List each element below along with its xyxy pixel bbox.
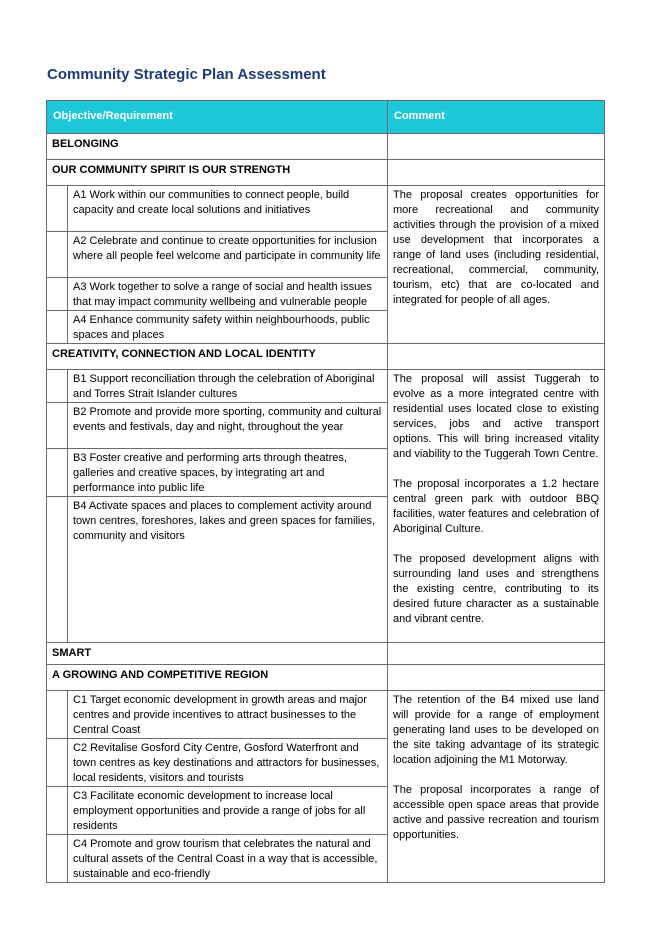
requirement-b1: B1 Support reconciliation through the celebration of Aboriginal and Torres Strait Islander cultures xyxy=(68,370,388,403)
empty-cell xyxy=(388,344,605,370)
theme-row xyxy=(47,134,605,160)
theme-heading: BELONGING xyxy=(47,134,388,160)
table-row xyxy=(47,186,605,232)
assessment-table xyxy=(46,100,605,883)
requirement-c2: C2 Revitalise Gosford City Centre, Gosford Waterfront and town centres as key destinations and attractors for businesses, local residents, visitors and tourists xyxy=(68,739,388,787)
requirement-a1: A1 Work within our communities to connect people, build capacity and create local solutions and initiatives xyxy=(68,186,388,232)
theme-row xyxy=(47,643,605,665)
objective-heading: OUR COMMUNITY SPIRIT IS OUR STRENGTH xyxy=(47,160,388,186)
requirement-c4: C4 Promote and grow tourism that celebrates the natural and cultural assets of the Central Coast in a way that is accessible, sustainable and eco-friendly xyxy=(68,835,388,883)
table-row xyxy=(47,691,605,739)
indent-cell xyxy=(47,497,68,643)
comment-cell xyxy=(388,370,605,643)
indent-cell xyxy=(47,311,68,344)
indent-cell xyxy=(47,787,68,835)
indent-cell xyxy=(47,232,68,278)
table-row xyxy=(47,370,605,403)
comment-paragraph: The proposal incorporates a 1.2 hectare central green park with outdoor BBQ facilities, water features and celebration of Aboriginal Culture. xyxy=(393,478,600,535)
objective-heading: CREATIVITY, CONNECTION AND LOCAL IDENTITY xyxy=(47,344,388,370)
requirement-b3: B3 Foster creative and performing arts through theatres, galleries and creative spaces, by integrating art and performance into public life xyxy=(68,449,388,497)
indent-cell xyxy=(47,739,68,787)
indent-cell xyxy=(47,278,68,311)
indent-cell xyxy=(47,370,68,403)
indent-cell xyxy=(47,691,68,739)
objective-row xyxy=(47,344,605,370)
requirement-a4: A4 Enhance community safety within neighbourhoods, public spaces and places xyxy=(68,311,388,344)
comment-paragraph: The proposal creates opportunities for more recreational and community activities through the provision of a mixed use development that incorporates a range of land uses (including residential, recreational, commercial, community, tourism, etc) that are co-located and integrated for people of all ages. xyxy=(393,189,600,306)
comment-cell xyxy=(388,186,605,344)
table-header-row xyxy=(47,101,605,134)
requirement-b2: B2 Promote and provide more sporting, community and cultural events and festivals, day and night, throughout the year xyxy=(68,403,388,449)
objective-heading: A GROWING AND COMPETITIVE REGION xyxy=(47,665,388,691)
empty-cell xyxy=(388,134,605,160)
objective-row xyxy=(47,160,605,186)
comment-cell xyxy=(388,691,605,883)
comment-paragraph: The proposal incorporates a range of accessible open space areas that provide active and passive recreation and tourism opportunities. xyxy=(393,784,600,841)
indent-cell xyxy=(47,449,68,497)
empty-cell xyxy=(388,643,605,665)
page-title: Community Strategic Plan Assessment xyxy=(47,66,326,83)
empty-cell xyxy=(388,665,605,691)
indent-cell xyxy=(47,186,68,232)
comment-paragraph: The retention of the B4 mixed use land will provide for a range of employment generating land uses to be developed on the site taking advantage of its strategic location adjoining the M1 Motorway. xyxy=(393,694,600,766)
column-header-objective: Objective/Requirement xyxy=(47,101,388,134)
indent-cell xyxy=(47,835,68,883)
requirement-c3: C3 Facilitate economic development to increase local employment opportunities and provide a range of jobs for all residents xyxy=(68,787,388,835)
column-header-comment: Comment xyxy=(388,101,605,134)
requirement-b4: B4 Activate spaces and places to complement activity around town centres, foreshores, lakes and green spaces for families, community and visitors xyxy=(68,497,388,643)
objective-row xyxy=(47,665,605,691)
requirement-a3: A3 Work together to solve a range of social and health issues that may impact community wellbeing and vulnerable people xyxy=(68,278,388,311)
requirement-c1: C1 Target economic development in growth areas and major centres and provide incentives to attract businesses to the Central Coast xyxy=(68,691,388,739)
indent-cell xyxy=(47,403,68,449)
theme-heading: SMART xyxy=(47,643,388,665)
empty-cell xyxy=(388,160,605,186)
comment-paragraph: The proposal will assist Tuggerah to evolve as a more integrated centre with residential uses located close to existing services, jobs and active transport options. This will bring increased vitality and viability to the Tuggerah Town Centre. xyxy=(393,373,600,460)
comment-paragraph: The proposed development aligns with surrounding land uses and strengthens the existing centre, contributing to its desired future character as a sustainable and vibrant centre. xyxy=(393,553,600,625)
requirement-a2: A2 Celebrate and continue to create opportunities for inclusion where all people feel welcome and participate in community life xyxy=(68,232,388,278)
